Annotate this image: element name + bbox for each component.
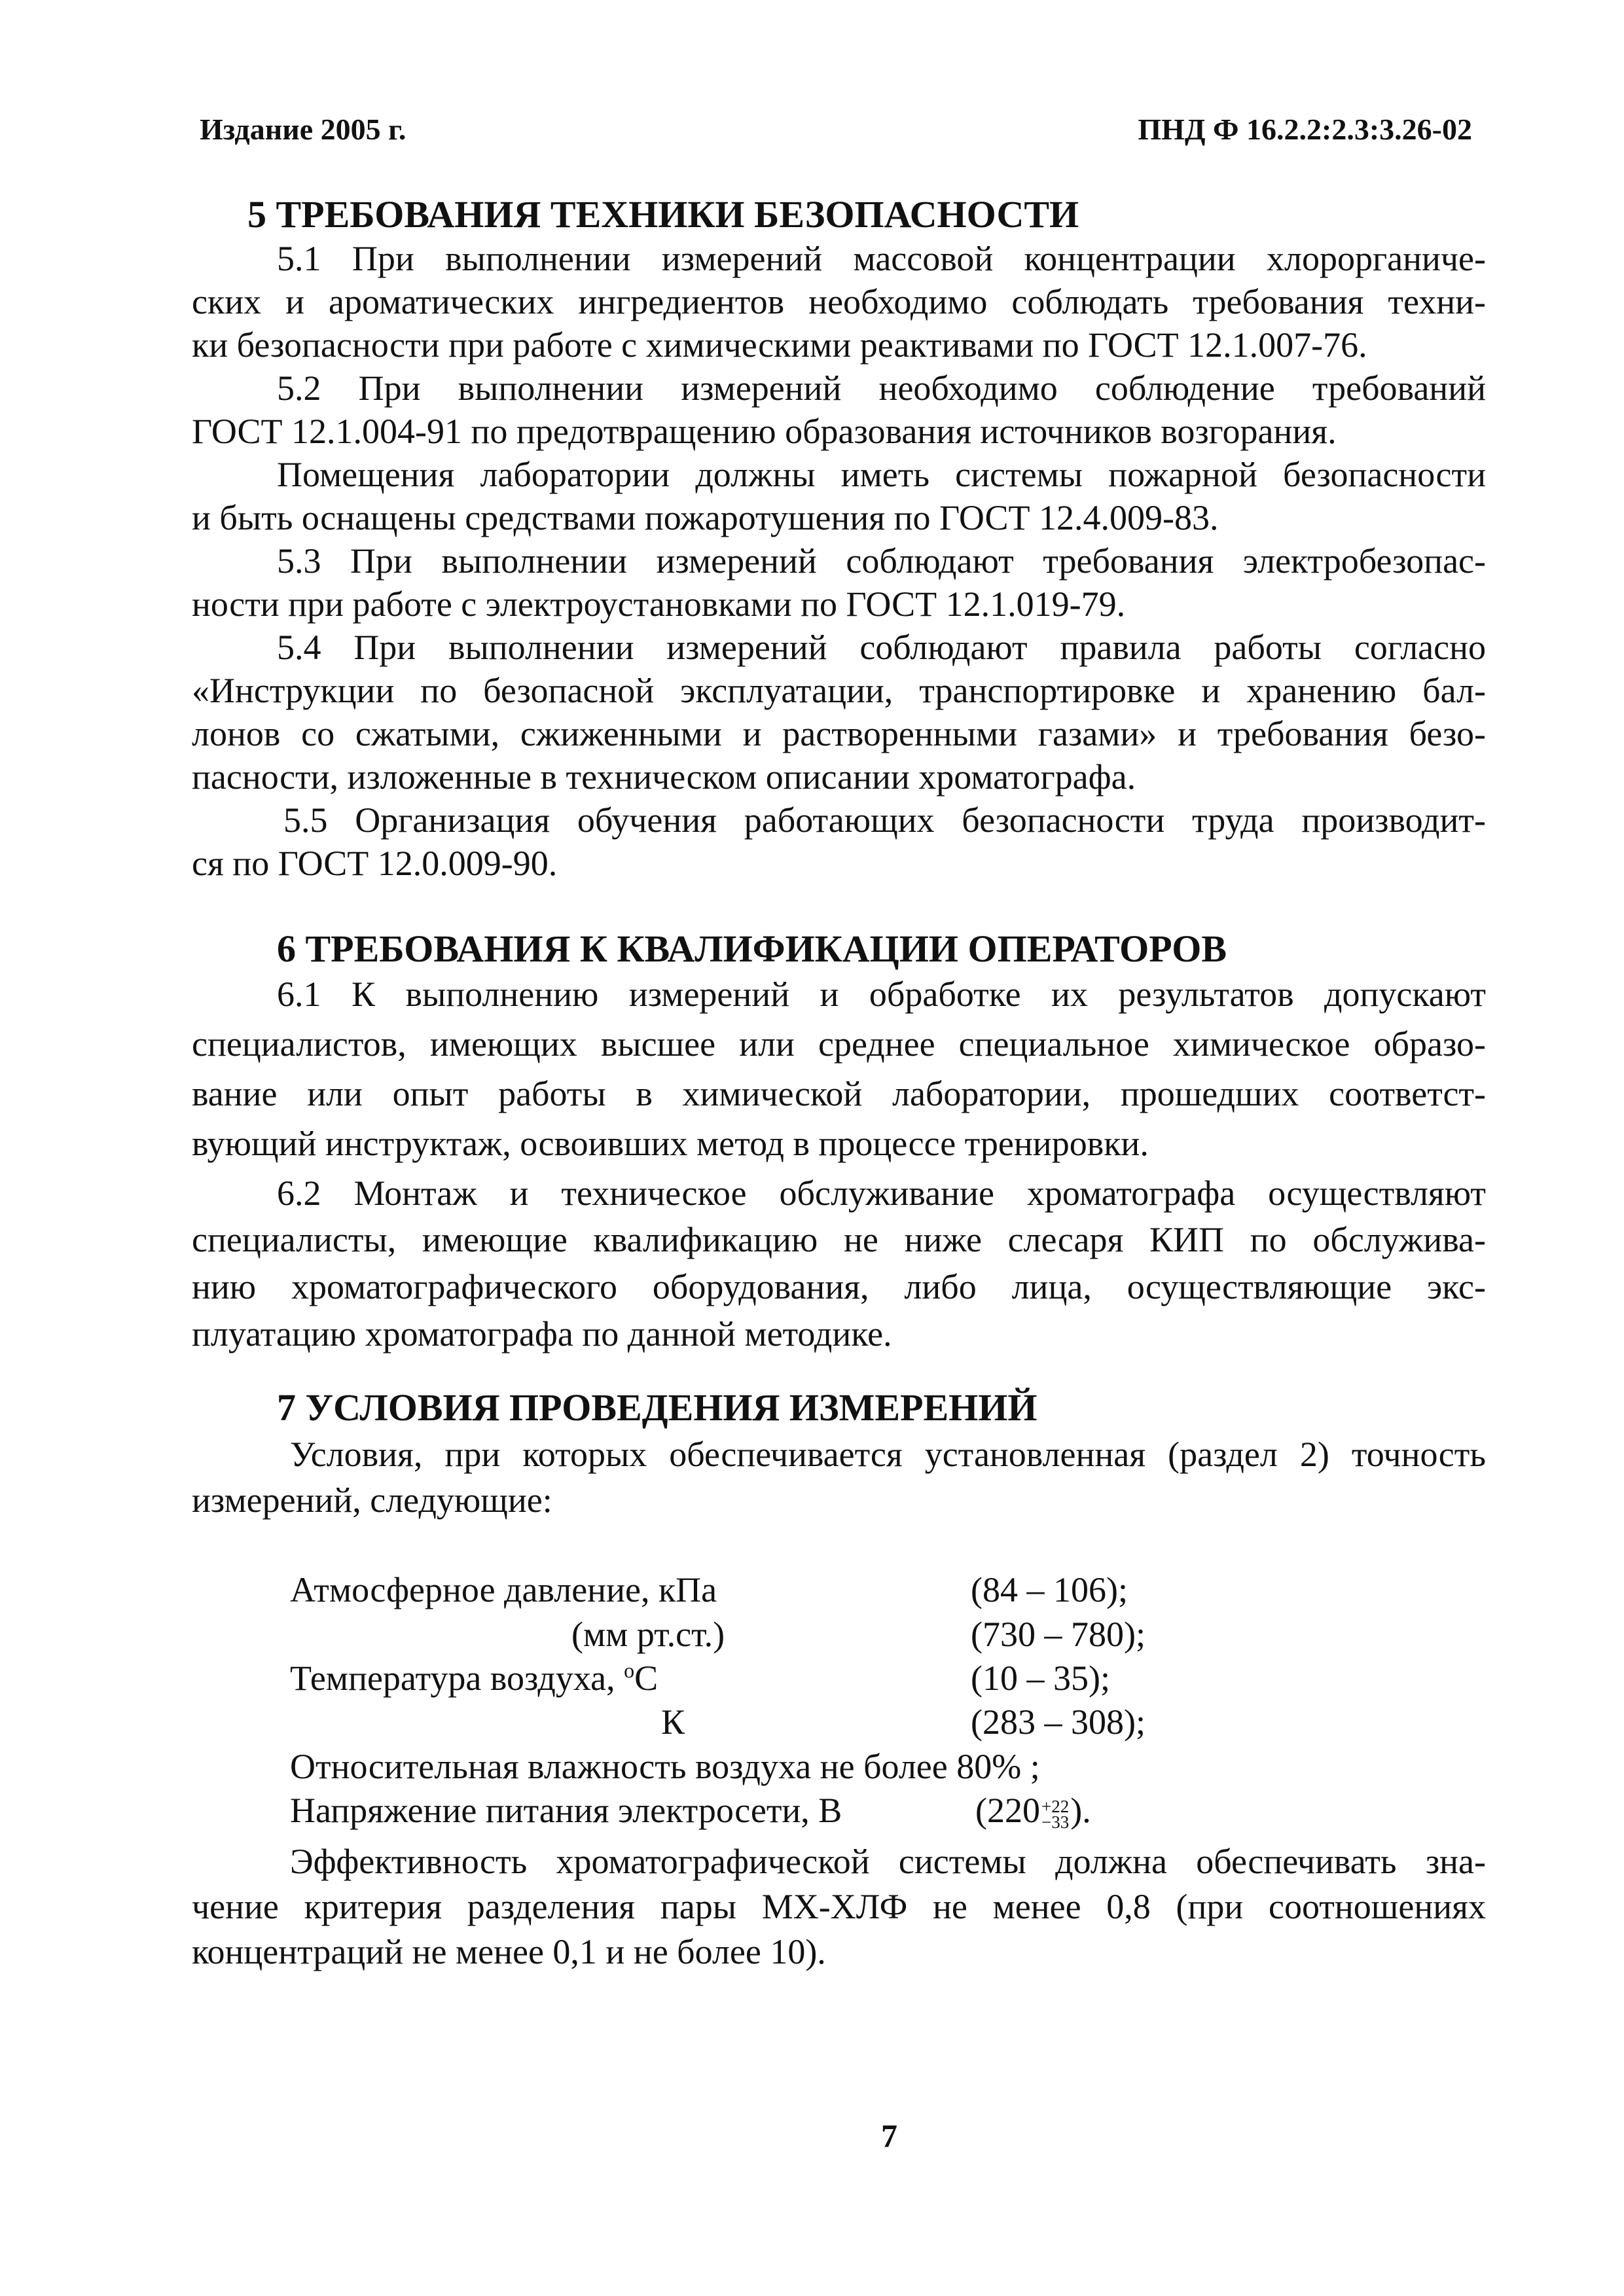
- paragraph-line: 5.3 При выполнении измерений соблюдают требования электробезопас-: [277, 541, 1486, 581]
- paragraph-line: плуатацию хроматографа по данной методике.: [192, 1314, 892, 1354]
- page-number: 7: [881, 2117, 897, 2154]
- condition-pressure-mm-label: (мм рт.ст.): [571, 1615, 725, 1654]
- condition-kelvin-value: (283 – 308);: [971, 1702, 1146, 1742]
- condition-humidity: Относительная влажность воздуха не более 80% ;: [290, 1747, 1040, 1786]
- condition-temperature-label: [290, 1656, 658, 1700]
- paragraph-line: 6.2 Монтаж и техническое обслуживание хроматографа осуществляют: [277, 1174, 1486, 1213]
- degree-mark: о: [624, 1659, 635, 1682]
- voltage-tolerance: [1041, 1796, 1070, 1832]
- edition-label: Издание 2005 г.: [200, 113, 406, 146]
- paragraph-line: концентраций не менее 0,1 и не более 10).: [192, 1932, 826, 1971]
- paragraph-line: специалисты, имеющие квалификацию не ниже слесаря КИП по обслужива-: [192, 1220, 1486, 1259]
- paragraph-line: 5.2 При выполнении измерений необходимо соблюдение требований: [277, 368, 1486, 408]
- paragraph-line: вующий инструктаж, освоивших метод в процессе тренировки.: [192, 1124, 1149, 1163]
- voltage-minus: −33: [1041, 1812, 1070, 1832]
- condition-pressure-mm-value: (730 – 780);: [971, 1615, 1146, 1654]
- temperature-unit: С: [634, 1659, 659, 1698]
- paragraph-line: 6.1 К выполнению измерений и обработке их результатов допускают: [277, 975, 1486, 1014]
- paragraph-line: и быть оснащены средствами пожаротушения по ГОСТ 12.4.009-83.: [192, 498, 1219, 537]
- section-7-title: 7 УСЛОВИЯ ПРОВЕДЕНИЯ ИЗМЕРЕНИЙ: [277, 1386, 1038, 1429]
- section-6-title: 6 ТРЕБОВАНИЯ К КВАЛИФИКАЦИИ ОПЕРАТОРОВ: [277, 927, 1227, 970]
- condition-kelvin-label: К: [661, 1702, 685, 1742]
- temperature-text: Температура воздуха,: [290, 1659, 624, 1698]
- condition-temperature-value: (10 – 35);: [971, 1659, 1110, 1698]
- paragraph-line: 5.4 При выполнении измерений соблюдают правила работы согласно: [277, 628, 1486, 667]
- paragraph-line: нию хроматографического оборудования, либо лица, осуществляющие экс-: [192, 1267, 1486, 1306]
- condition-voltage-label: Напряжение питания электросети, В: [290, 1791, 842, 1830]
- paragraph-line: 5.1 При выполнении измерений массовой концентрации хлорорганиче-: [277, 239, 1486, 278]
- section-5-title: 5 ТРЕБОВАНИЯ ТЕХНИКИ БЕЗОПАСНОСТИ: [247, 193, 1079, 236]
- voltage-plus: +22: [1041, 1796, 1070, 1816]
- paragraph-line: ки безопасности при работе с химическими реактивами по ГОСТ 12.1.007-76.: [192, 325, 1367, 365]
- condition-pressure-label: Атмосферное давление, кПа: [290, 1570, 717, 1609]
- paragraph-line: вание или опыт работы в химической лаборатории, прошедших соответст-: [192, 1074, 1486, 1113]
- paragraph-line: Условия, при которых обеспечивается установленная (раздел 2) точность: [290, 1435, 1486, 1474]
- paragraph-line: ности при работе с электроустановками по ГОСТ 12.1.019-79.: [192, 584, 1126, 624]
- paragraph-line: лонов со сжатыми, сжиженными и растворенными газами» и требования безо-: [192, 714, 1486, 753]
- condition-voltage-value: [975, 1788, 1091, 1833]
- paragraph-line: 5.5 Организация обучения работающих безопасности труда производит-: [283, 800, 1486, 840]
- condition-pressure-value: (84 – 106);: [971, 1570, 1128, 1609]
- paragraph-line: «Инструкции по безопасной эксплуатации, транспортировке и хранению бал-: [192, 671, 1486, 710]
- paragraph-line: Помещения лаборатории должны иметь системы пожарной безопасности: [277, 455, 1486, 494]
- paragraph-line: пасности, изложенные в техническом описании хроматографа.: [192, 757, 1136, 797]
- paragraph-line: ских и ароматических ингредиентов необходимо соблюдать требования техни-: [192, 282, 1486, 321]
- document-code: ПНД Ф 16.2.2:2.3:3.26-02: [1138, 113, 1472, 146]
- paragraph-line: ГОСТ 12.1.004-91 по предотвращению образования источников возгорания.: [192, 412, 1337, 451]
- paragraph-line: чение критерия разделения пары МХ-ХЛФ не менее 0,8 (при соотношениях: [192, 1887, 1486, 1926]
- voltage-open: (220: [975, 1791, 1040, 1830]
- paragraph-line: измерений, следующие:: [192, 1480, 552, 1520]
- paragraph-line: ся по ГОСТ 12.0.009-90.: [192, 844, 558, 883]
- paragraph-line: Эффективность хроматографической системы должна обеспечивать зна-: [290, 1842, 1486, 1881]
- voltage-close: ).: [1070, 1791, 1091, 1830]
- paragraph-line: специалистов, имеющих высшее или среднее специальное химическое образо-: [192, 1024, 1486, 1064]
